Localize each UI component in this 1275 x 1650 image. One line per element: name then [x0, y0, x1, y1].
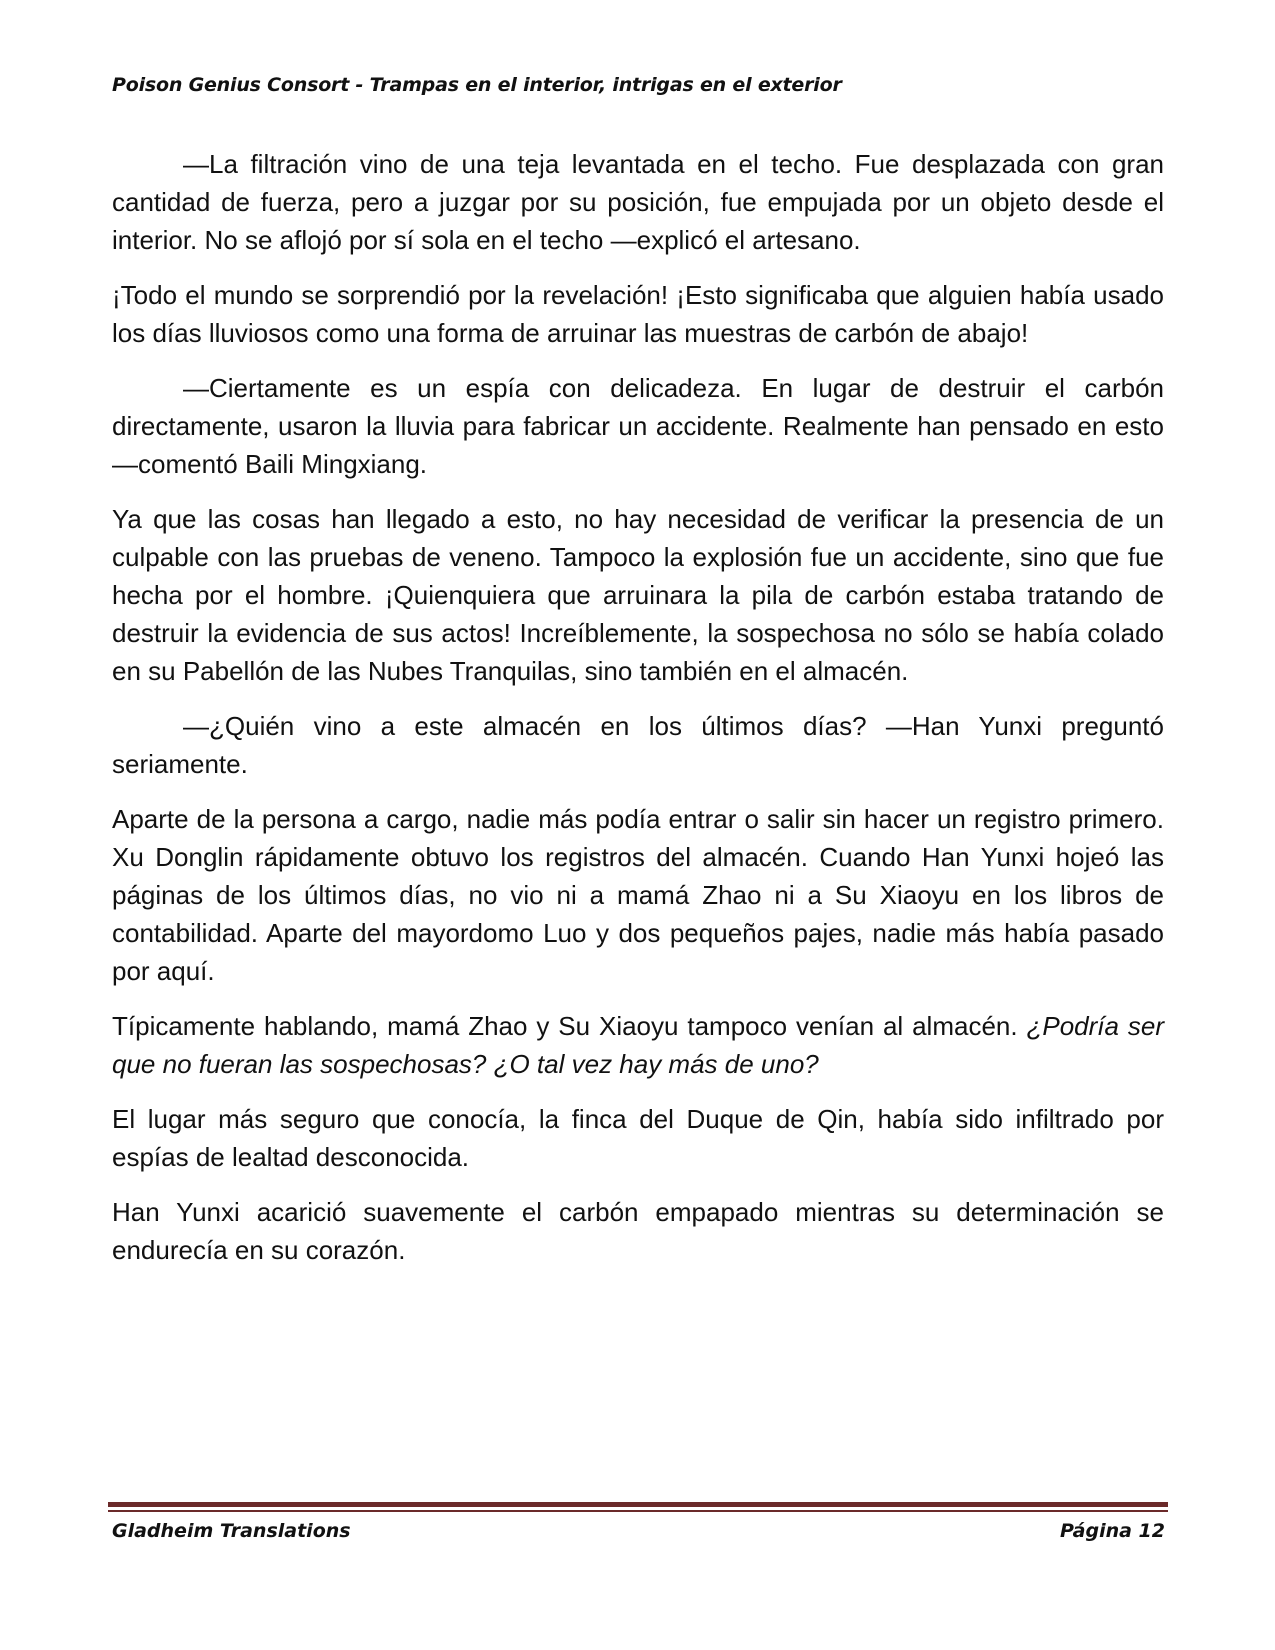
paragraph: —¿Quién vino a este almacén en los últimos días? —Han Yunxi preguntó seriamente. — [112, 711, 1164, 779]
paragraph: Ya que las cosas han llegado a esto, no hay necesidad de verificar la presencia de un culpable con las pruebas de veneno. Tampoco la explosión fue un accidente, sino que fue hecha por el hombre. ¡Quienquiera que arruinara la pila de carbón estaba tratando de destruir la evidencia de sus actos! Increíblemente, la sospechosa no sólo se había colado en su Pabellón de las Nubes Tranquilas, sino también en el almacén. — [112, 504, 1164, 686]
paragraph: ¡Todo el mundo se sorprendió por la revelación! ¡Esto significaba que alguien había usado los días lluviosos como una forma de arruinar las muestras de carbón de abajo! — [112, 280, 1164, 348]
page-body — [112, 145, 1164, 1286]
footer-rule-thick — [108, 1502, 1168, 1507]
paragraph-text: Típicamente hablando, mamá Zhao y Su Xiaoyu tampoco venían al almacén. — [112, 1011, 1018, 1041]
footer-credit: Gladheim Translations — [112, 1520, 351, 1542]
paragraph: Han Yunxi acarició suavemente el carbón empapado mientras su determinación se endurecía en su corazón. — [112, 1197, 1164, 1265]
page-number: Página 12 — [1059, 1520, 1165, 1542]
running-header: Poison Genius Consort - Trampas en el interior, intrigas en el exterior — [112, 74, 842, 96]
paragraph-italic-text: ¿Podría ser que no fueran las sospechosas? ¿O tal vez hay más de uno? — [112, 1011, 1165, 1079]
footer-rule-thin — [108, 1510, 1168, 1512]
paragraph: —Ciertamente es un espía con delicadeza. En lugar de destruir el carbón directamente, usaron la lluvia para fabricar un accidente. Realmente han pensado en esto —comentó Baili Mingxiang. — [112, 373, 1164, 479]
paragraph: —La filtración vino de una teja levantada en el techo. Fue desplazada con gran cantidad de fuerza, pero a juzgar por su posición, fue empujada por un objeto desde el interior. No se aflojó por sí sola en el techo —explicó el artesano. — [112, 149, 1164, 255]
paragraph — [112, 1007, 1164, 1083]
paragraph: El lugar más seguro que conocía, la finca del Duque de Qin, había sido infiltrado por espías de lealtad desconocida. — [112, 1104, 1164, 1172]
paragraph: Aparte de la persona a cargo, nadie más podía entrar o salir sin hacer un registro primero. Xu Donglin rápidamente obtuvo los registros del almacén. Cuando Han Yunxi hojeó las páginas de los últimos días, no vio ni a mamá Zhao ni a Su Xiaoyu en los libros de contabilidad. Aparte del mayordomo Luo y dos pequeños pajes, nadie más había pasado por aquí. — [112, 804, 1164, 986]
